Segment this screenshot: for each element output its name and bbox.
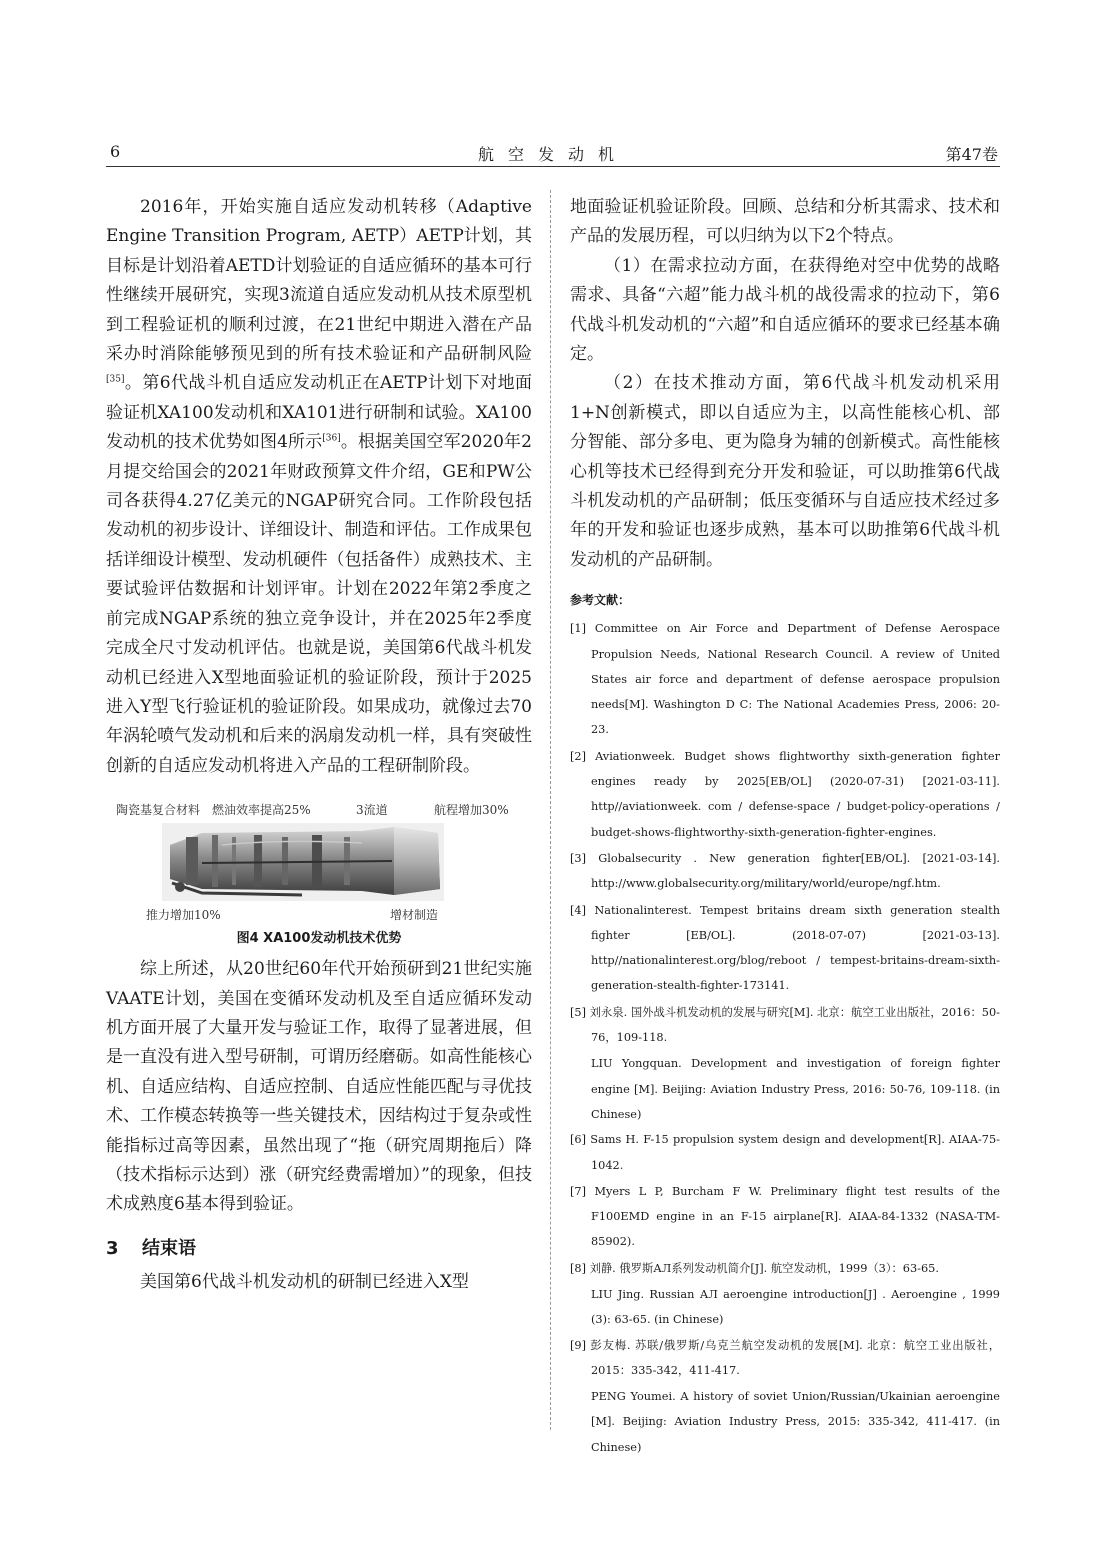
engine-illustration xyxy=(162,823,444,901)
reference-item: [5] 刘永泉. 国外战斗机发动机的发展与研究[M]. 北京：航空工业出版社，2016：50-76，109-118. xyxy=(570,1005,1000,1045)
label-ceramic: 陶瓷基复合材料 xyxy=(116,803,201,818)
reference-list xyxy=(570,616,1000,1460)
reference-item: [9] 彭友梅. 苏联/俄罗斯/乌克兰航空发动机的发展[M]. 北京：航空工业出版社，2015：335-342，411-417. xyxy=(570,1338,1000,1377)
label-range: 航程增加30% xyxy=(434,803,509,818)
section-heading xyxy=(106,1234,532,1260)
volume-label: 第47卷 xyxy=(945,145,998,164)
reference-item: [3] Globalsecurity . New generation fighter[EB/OL]. [2021-03-14]. http://www.globalsecurity.org/military/world/europe/ngf.htm. xyxy=(570,851,1000,891)
reference-translation: LIU Jing. Russian АЛ aeroengine introduction[J] . Aeroengine , 1999 (3): 63-65. (in Chinese) xyxy=(591,1288,1000,1327)
reference-item: [8] 刘静. 俄罗斯АЛ系列发动机简介[J]. 航空发动机，1999（3）：63-65. xyxy=(570,1261,939,1275)
reference-item: [1] Committee on Air Force and Department of Defense Aerospace Propulsion Needs, National Research Council. A review of United States air force and department of defense aerospace propulsion needs[M]. Washington D C: The National Academies Press, 2006: 20-23. xyxy=(570,622,1000,737)
reference-item: [4] Nationalinterest. Tempest britains dream sixth generation stealth fighter [EB/OL]. (2018-07-07) [2021-03-13]. http//nationalinterest.org/blog/reboot / tempest-britains-dream-sixth-generation-stealth-fighter-173141. xyxy=(570,903,1000,993)
label-additive: 增材制造 xyxy=(390,908,439,923)
text-span: 。根据美国空军2020年2月提交给国会的2021年财政预算文件介绍，GE和PW公司各获得4.27亿美元的NGAP研究合同。工作阶段包括发动机的初步设计、详细设计、制造和评估。工作成果包括详细设计模型、发动机硬件（包括备件）成熟技术、主要试验评估数据和计划评审。计划在2022年第2季度之前完成NGAP系统的独立竞争设计，并在2025年2季度完成全尺寸发动机评估。也就是说，美国第6代战斗机发动机已经进入X型地面验证机的验证阶段，预计于2025进入Y型飞行验证机的验证阶段。如果成功，就像过去70年涡轮喷气发动机和后来的涡扇发动机一样，具有突破性创新的自适应发动机将进入产品的工程研制阶段。 xyxy=(106,432,532,776)
text-span: 2016年，开始实施自适应发动机转移（Adaptive Engine Transition Program, AETP）AETP计划，其目标是计划沿着AETD计划验证的自适应循环的基本可行性继续开展研究，实现3流道自适应发动机从技术原型机到工程验证机的顺利过渡，在21世纪中期进入潜在产品采办时消除能够预见到的所有技术验证和产品研制风险 xyxy=(106,197,532,365)
paragraph-aetp xyxy=(106,193,532,781)
reference-item: [7] Myers L P, Burcham F W. Preliminary flight test results of the F100EMD engine in an F-15 airplane[R]. AIAA-84-1332 (NASA-TM-85902). xyxy=(570,1184,1000,1249)
label-three-stream: 3流道 xyxy=(356,803,388,818)
label-thrust: 推力增加10% xyxy=(146,908,221,923)
figure-caption: 图4 XA100发动机技术优势 xyxy=(236,931,402,947)
paragraph-conclusion-start: 美国第6代战斗机发动机的研制已经进入X型 xyxy=(140,1271,469,1292)
label-fuel-efficiency: 燃油效率提高25% xyxy=(212,803,311,818)
paragraph-conclusion-cont: 地面验证机验证阶段。回顾、总结和分析其需求、技术和产品的发展历程，可以归纳为以下2个特点。 xyxy=(570,197,1000,247)
section-number: 3 xyxy=(106,1237,119,1259)
right-column xyxy=(570,193,1000,1460)
left-column xyxy=(106,193,532,1297)
paragraph-summary: 综上所述，从20世纪60年代开始预研到21世纪实施VAATE计划，美国在变循环发动机及至自适应循环发动机方面开展了大量开发与验证工作，取得了显著进展，但是一直没有进入型号研制，可谓历经磨砺。如高性能核心机、自适应结构、自适应控制、自适应性能匹配与寻优技术、工作模态转换等一些关键技术，因结构过于复杂或性能指标过高等因素，虽然出现了“拖（研究周期拖后）降（技术指标示达到）涨（研究经费需增加）”的现象，但技术成熟度6基本得到验证。 xyxy=(106,959,532,1215)
citation-35: [35] xyxy=(106,374,125,385)
column-divider xyxy=(550,190,551,1430)
journal-title: 航空发动机 xyxy=(477,145,628,164)
page-number: 6 xyxy=(110,142,121,161)
section-title: 结束语 xyxy=(142,1237,196,1259)
text-span: 。第6代战斗机自适应发动机正在AETP计划下对地面验证机XA100发动机和XA101进行研制和试验。XA100发动机的技术优势如图4所示 xyxy=(106,373,532,453)
figure-4 xyxy=(106,801,532,945)
references-title: 参考文献： xyxy=(570,593,631,608)
reference-item: [6] Sams H. F-15 propulsion system design and development[R]. AIAA-75-1042. xyxy=(570,1133,1000,1172)
citation-36: [36] xyxy=(322,433,341,444)
reference-item: [2] Aviationweek. Budget shows flightworthy sixth-generation fighter engines ready by 2025[EB/OL] (2020-07-31) [2021-03-11]. http//aviationweek. com / defense-space / budget-policy-operations / budget-shows-flightworthy-sixth-generation-fighter-engines. xyxy=(570,749,1000,839)
paragraph-tech-push: （2）在技术推动方面，第6代战斗机发动机采用1+N创新模式，即以自适应为主，以高性能核心机、部分智能、部分多电、更为隐身为辅的创新模式。高性能核心机等技术已经得到充分开发和验证，可以助推第6代战斗机发动机的产品研制；低压变循环与自适应技术经过多年的开发和验证也逐步成熟，基本可以助推第6代战斗机发动机的产品研制。 xyxy=(570,373,1000,570)
reference-translation: LIU Yongquan. Development and investigation of foreign fighter engine [M]. Beijing: Aviation Industry Press, 2016: 50-76, 109-118. (in Chinese) xyxy=(591,1057,1000,1121)
reference-translation: PENG Youmei. A history of soviet Union/Russian/Ukainian aeroengine [M]. Beijing: Aviation Industry Press, 2015: 335-342, 411-417. (in Chinese) xyxy=(591,1390,1000,1454)
running-header xyxy=(106,140,1000,167)
paragraph-demand-pull: （1）在需求拉动方面，在获得绝对空中优势的战略需求、具备“六超”能力战斗机的战役需求的拉动下，第6代战斗机发动机的“六超”和自适应循环的要求已经基本确定。 xyxy=(570,255,1000,365)
